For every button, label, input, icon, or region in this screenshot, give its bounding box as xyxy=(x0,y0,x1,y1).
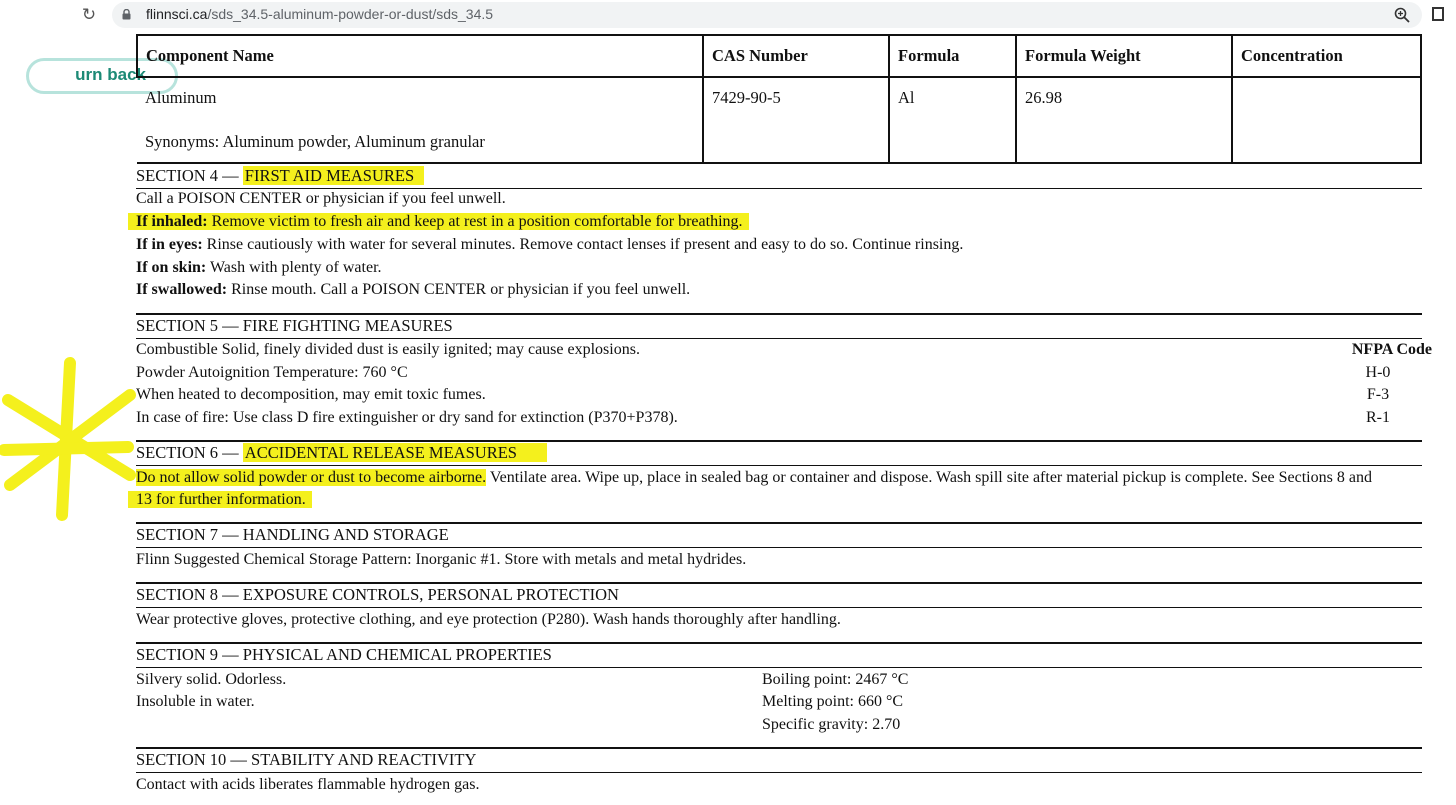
section10-text: Contact with acids liberates flammable hydrogen gas. xyxy=(136,776,480,793)
section8-heading: SECTION 8 — EXPOSURE CONTROLS, PERSONAL PROTECTION xyxy=(136,582,1422,608)
section6-prefix: SECTION 6 — xyxy=(136,443,243,462)
nfpa-fire: F-3 xyxy=(1366,386,1390,403)
cell-formula: Al xyxy=(889,77,1016,163)
cell-cas: 7429-90-5 xyxy=(703,77,889,163)
section5-line-3: When heated to decomposition, may emit toxic fumes. xyxy=(136,386,486,403)
section6-heading xyxy=(136,440,1422,466)
inhaled-label: If inhaled: xyxy=(136,213,208,230)
eyes-label: If in eyes: xyxy=(136,236,203,253)
header-formula: Formula xyxy=(889,35,1016,77)
nfpa-code-title: NFPA Code xyxy=(1351,341,1432,358)
section4-title: FIRST AID MEASURES xyxy=(243,166,424,185)
section9-left-1: Silvery solid. Odorless. xyxy=(136,671,287,688)
header-formula-weight: Formula Weight xyxy=(1016,35,1232,77)
url-text xyxy=(146,6,493,22)
nfpa-reactivity: R-1 xyxy=(1366,409,1390,426)
sidebar-panel-icon[interactable] xyxy=(1432,7,1444,21)
component-name: Aluminum xyxy=(145,88,217,107)
section5-line-2: Powder Autoignition Temperature: 760 °C xyxy=(136,364,408,381)
skin-text: Wash with plenty of water. xyxy=(206,259,382,276)
zoom-icon[interactable] xyxy=(1394,7,1410,23)
url-field[interactable] xyxy=(112,2,1422,28)
component-table xyxy=(136,34,1422,164)
swallowed-text: Rinse mouth. Call a POISON CENTER or physician if you feel unwell. xyxy=(227,281,691,298)
return-back-label: urn back xyxy=(75,65,146,84)
section4-skin xyxy=(136,257,382,279)
section6-line-2 xyxy=(128,489,312,511)
header-cas-number: CAS Number xyxy=(703,35,889,77)
url-host: flinnsci.ca xyxy=(146,6,208,22)
section9-boiling-point: Boiling point: 2467 °C xyxy=(762,671,909,688)
header-component-name: Component Name xyxy=(137,35,703,77)
section5-heading: SECTION 5 — FIRE FIGHTING MEASURES xyxy=(136,313,1422,339)
section8-text: Wear protective gloves, protective clothing, and eye protection (P280). Wash hands thoroughly after handling. xyxy=(136,611,841,628)
section7-heading: SECTION 7 — HANDLING AND STORAGE xyxy=(136,522,1422,548)
section4-inhaled xyxy=(128,211,749,233)
section4-prefix: SECTION 4 — xyxy=(136,166,243,185)
swallowed-label: If swallowed: xyxy=(136,281,228,298)
section5-line-4: In case of fire: Use class D fire extinguisher or dry sand for extinction (P370+P378). xyxy=(136,409,678,426)
section6-highlight: Do not allow solid powder or dust to become airborne. xyxy=(136,469,487,486)
section4-swallowed xyxy=(136,279,690,301)
section4-eyes xyxy=(136,234,963,256)
browser-address-bar xyxy=(0,0,1456,30)
section9-specific-gravity: Specific gravity: 2.70 xyxy=(762,716,901,733)
section7-text: Flinn Suggested Chemical Storage Pattern: Inorganic #1. Store with metals and metal hydrides. xyxy=(136,551,747,568)
cell-component xyxy=(137,77,703,163)
header-concentration: Concentration xyxy=(1232,35,1421,77)
section6-rest: Ventilate area. Wipe up, place in sealed bag or container and dispose. Wash spill site after material pickup is complete. See Sections 8 and xyxy=(486,469,1372,486)
section4-intro: Call a POISON CENTER or physician if you feel unwell. xyxy=(136,190,506,207)
cell-weight: 26.98 xyxy=(1016,77,1232,163)
cell-concentration xyxy=(1232,77,1421,163)
section6-line-2-text: 13 for further information. xyxy=(128,491,312,508)
nfpa-health: H-0 xyxy=(1365,364,1391,381)
component-synonyms: Synonyms: Aluminum powder, Aluminum granular xyxy=(145,132,485,151)
section9-left-2: Insoluble in water. xyxy=(136,693,255,710)
inhaled-text: Remove victim to fresh air and keep at rest in a position comfortable for breathing. xyxy=(207,213,743,230)
section4-heading xyxy=(136,165,1422,189)
section5-line-1: Combustible Solid, finely divided dust is easily ignited; may cause explosions. xyxy=(136,341,640,358)
reload-icon[interactable]: ↻ xyxy=(81,5,97,25)
section9-melting-point: Melting point: 660 °C xyxy=(762,693,904,710)
section6-line-1 xyxy=(136,467,1372,489)
url-path: /sds_34.5-aluminum-powder-or-dust/sds_34.5 xyxy=(207,6,494,22)
section9-heading: SECTION 9 — PHYSICAL AND CHEMICAL PROPERTIES xyxy=(136,642,1422,668)
highlight-star-doodle xyxy=(0,355,140,525)
section10-heading: SECTION 10 — STABILITY AND REACTIVITY xyxy=(136,747,1422,773)
section6-title: ACCIDENTAL RELEASE MEASURES xyxy=(243,443,547,462)
eyes-text: Rinse cautiously with water for several minutes. Remove contact lenses if present and easy to do so. Continue rinsing. xyxy=(202,236,964,253)
lock-icon xyxy=(122,9,131,20)
skin-label: If on skin: xyxy=(136,259,207,276)
